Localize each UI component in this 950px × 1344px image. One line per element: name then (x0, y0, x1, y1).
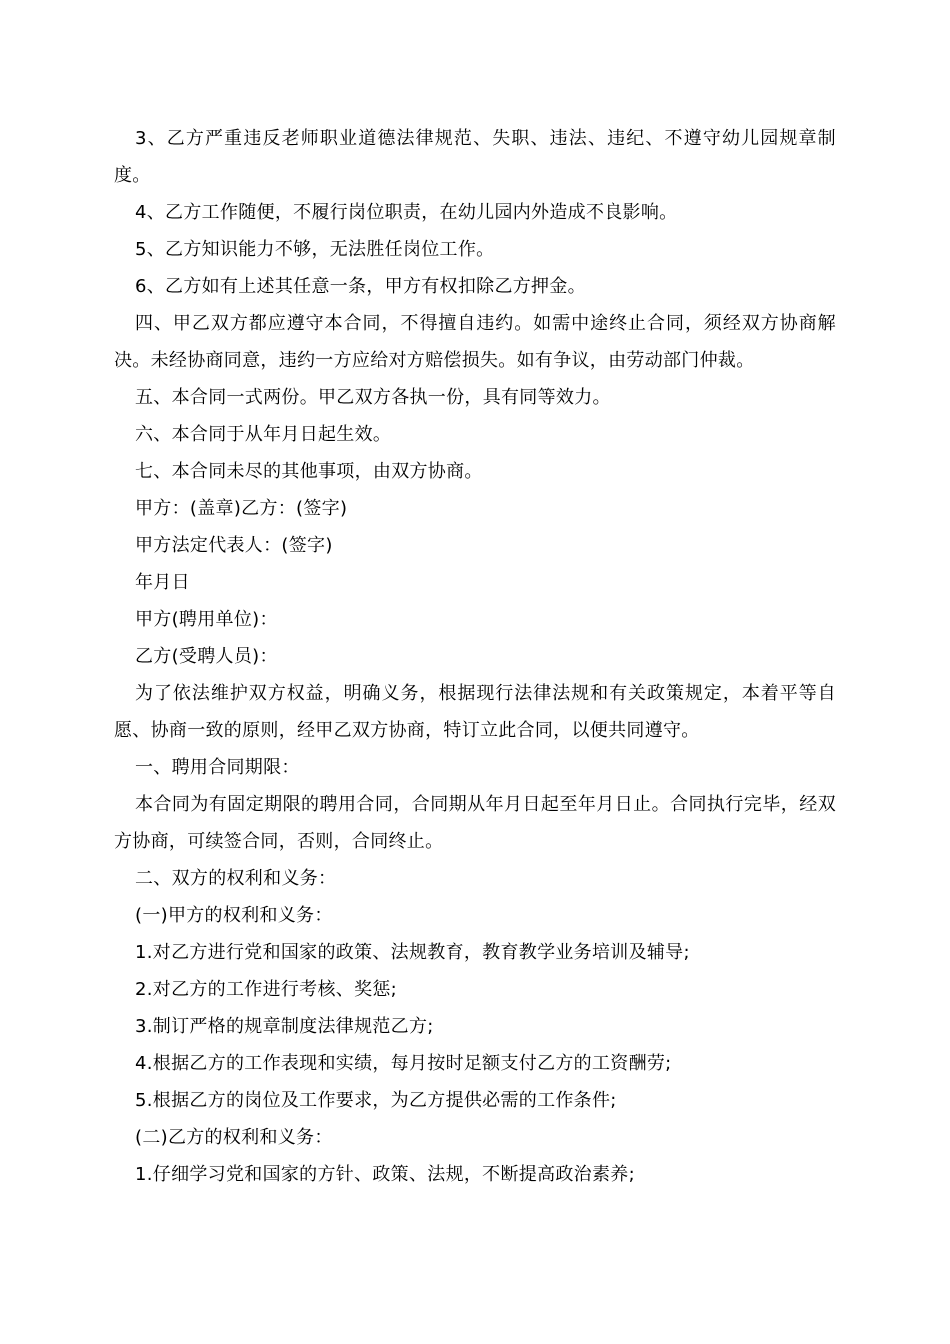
signature-line: 甲方：(盖章)乙方：(签字) (135, 498, 348, 519)
subheading-party-b-rights: (二)乙方的权利和义务： (135, 1127, 333, 1148)
paragraph-section-7: 七、本合同未尽的其他事项，由双方协商。 (135, 461, 483, 482)
paragraph-section-4: 四、甲乙双方都应遵守本合同，不得擅自违约。如需中途终止合同，须经双方协商解决。未经协商同意，违约一方应给对方赔偿损失。如有争议，由劳动部门仲裁。 (114, 313, 836, 371)
date-line: 年月日 (135, 572, 190, 593)
heading-contract-term: 一、聘用合同期限： (135, 757, 300, 778)
paragraph-clause-4: 4、乙方工作随便，不履行岗位职责，在幼儿园内外造成不良影响。 (135, 202, 678, 223)
paragraph-contract-term: 本合同为有固定期限的聘用合同，合同期从年月日起至年月日止。合同执行完毕，经双方协商，可续签合同，否则，合同终止。 (114, 794, 836, 852)
list-item-b-1: 1.仔细学习党和国家的方针、政策、法规，不断提高政治素养; (135, 1164, 635, 1185)
list-item-a-2: 2.对乙方的工作进行考核、奖惩; (135, 979, 398, 1000)
legal-representative-line: 甲方法定代表人：(签字) (135, 535, 333, 556)
paragraph-section-6: 六、本合同于从年月日起生效。 (135, 424, 392, 445)
preamble-paragraph: 为了依法维护双方权益，明确义务，根据现行法律法规和有关政策规定，本着平等自愿、协商一致的原则，经甲乙双方协商，特订立此合同，以便共同遵守。 (114, 683, 836, 741)
list-item-a-4: 4.根据乙方的工作表现和实绩，每月按时足额支付乙方的工资酬劳; (135, 1053, 672, 1074)
list-item-a-1: 1.对乙方进行党和国家的政策、法规教育，教育教学业务培训及辅导; (135, 942, 690, 963)
party-a-line: 甲方(聘用单位)： (135, 609, 278, 630)
list-item-a-5: 5.根据乙方的岗位及工作要求，为乙方提供必需的工作条件; (135, 1090, 617, 1111)
heading-rights-obligations: 二、双方的权利和义务： (135, 868, 337, 889)
paragraph-clause-3: 3、乙方严重违反老师职业道德法律规范、失职、违法、违纪、不遵守幼儿园规章制度。 (114, 128, 836, 186)
paragraph-clause-5: 5、乙方知识能力不够，无法胜任岗位工作。 (135, 239, 495, 260)
party-b-line: 乙方(受聘人员)： (135, 646, 278, 667)
list-item-a-3: 3.制订严格的规章制度法律规范乙方; (135, 1016, 434, 1037)
paragraph-section-5: 五、本合同一式两份。甲乙双方各执一份，具有同等效力。 (135, 387, 611, 408)
subheading-party-a-rights: (一)甲方的权利和义务： (135, 905, 333, 926)
document-body (114, 120, 836, 1193)
paragraph-clause-6: 6、乙方如有上述其任意一条，甲方有权扣除乙方押金。 (135, 276, 586, 297)
